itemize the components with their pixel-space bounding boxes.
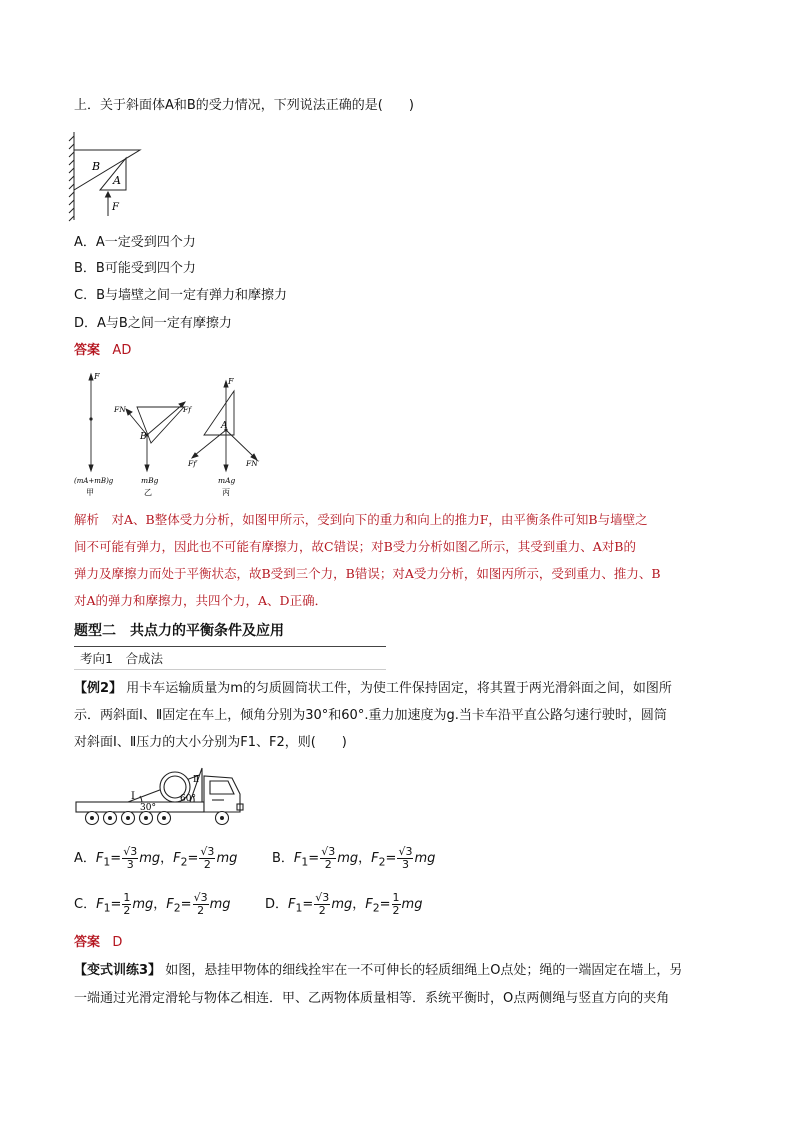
- q3-stem-line-1: [74, 962, 682, 980]
- q2-truck-figure: [72, 756, 248, 834]
- q2-option-d-f2-frac: [392, 892, 401, 917]
- q2-option-a-f2-frac: [199, 846, 215, 871]
- q2-stem-line-3: 对斜面Ⅰ、Ⅱ压力的大小分别为F1、F2，则( ): [74, 735, 347, 750]
- section-title: 题型二 共点力的平衡条件及应用: [74, 623, 284, 639]
- q2-answer: [74, 934, 122, 952]
- q2-option-d-f1-frac: [314, 892, 330, 917]
- q2-stem-line-2: 示．两斜面Ⅰ、Ⅱ固定在车上，倾角分别为30°和60°.重力加速度为g.当卡车沿平直公路匀速行驶时，圆筒: [74, 708, 667, 723]
- q1-figure-wedges: [66, 128, 146, 224]
- q2-a-f2-den: 2: [203, 858, 211, 871]
- q1-option-a: A．A一定受到四个力: [74, 235, 196, 250]
- yi-fn-label: FN: [114, 405, 126, 414]
- q1-stem: 上．关于斜面体A和B的受力情况，下列说法正确的是( ): [74, 98, 414, 113]
- q2-tag: 【例2】: [74, 681, 123, 696]
- q3-stem-text-1: 如图，悬挂甲物体的细线拴牢在一不可伸长的轻质细绳上O点处；绳的一端固定在墙上，另: [165, 963, 683, 978]
- yi-ff-label: Ff: [183, 405, 191, 414]
- q1-option-d: D．A与B之间一定有摩擦力: [74, 316, 232, 331]
- q1-analysis-line-1: 解析 对A、B整体受力分析，如图甲所示，受到向下的重力和向上的推力F，由平衡条件可知B与墙壁之: [74, 512, 648, 527]
- q2-option-a: A．$F_1=$ $\frac{√3}{3}$ mg，$F_2=$ $\frac{√3}{2}$ mg: [74, 845, 238, 871]
- q1-analysis-line-3: 弹力及摩擦力而处于平衡状态，故B受到三个力，B错误；对A受力分析，如图丙所示，受到重力、推力、B: [74, 566, 661, 581]
- q2-b-mg1: mg: [337, 851, 359, 866]
- q2-d-mg1: mg: [331, 897, 353, 912]
- q2-stem-text-1: 用卡车运输质量为m的匀质圆筒状工件，为使工件保持固定，将其置于两光滑斜面之间，如图所: [126, 681, 672, 696]
- q1-answer-value: AD: [112, 343, 132, 358]
- q3-stem-line-2: 一端通过光滑定滑轮与物体乙相连．甲、乙两物体质量相等．系统平衡时，O点两侧绳与竖直方向的夹角: [74, 991, 670, 1006]
- q2-fig-label-ii: Ⅱ: [193, 775, 200, 785]
- q2-option-b-f1-frac: [320, 846, 336, 871]
- q2-d-f1-num: √3: [315, 891, 330, 904]
- jia-weight-label: (mA+mB)g: [74, 477, 114, 485]
- q2-option-a-label: A．: [74, 851, 96, 866]
- jia-f-label: F: [94, 372, 100, 381]
- bing-name: 丙: [222, 488, 230, 497]
- q1-answer-label: 答案: [74, 343, 101, 358]
- q2-option-c-f2-frac: [193, 892, 209, 917]
- q2-c-f2-den: 2: [197, 904, 205, 917]
- q2-b-f2-num: √3: [398, 845, 413, 858]
- q2-d-f2-den: 2: [392, 904, 400, 917]
- q2-option-c-label: C．: [74, 897, 97, 912]
- q2-option-d-label: D．: [265, 897, 289, 912]
- bing-a-label: A: [221, 421, 228, 431]
- q2-answer-value: D: [112, 935, 123, 950]
- q2-a-f1-num: √3: [123, 845, 138, 858]
- q2-fig-label-30: 30°: [140, 803, 156, 813]
- yi-b-label: B: [140, 432, 147, 442]
- q2-b-mg2: mg: [414, 851, 436, 866]
- section-subtitle-underline: [74, 669, 386, 670]
- q2-option-d: D．$F_1=$ $\frac{√3}{2}$ mg，$F_2=$ $\frac{1}{2}$ mg: [265, 891, 423, 917]
- q2-a-f1-den: 3: [126, 858, 134, 871]
- yi-weight-label: mBg: [141, 476, 159, 485]
- q2-fig-label-i: Ⅰ: [131, 791, 135, 802]
- q1-answer: [74, 342, 131, 360]
- q2-c-f1-den: 2: [123, 904, 131, 917]
- q2-answer-label: 答案: [74, 935, 101, 950]
- q3-tag: 【变式训练3】: [74, 963, 162, 978]
- q2-fig-label-60: 60°: [180, 794, 196, 804]
- q2-c-mg2: mg: [209, 897, 231, 912]
- q2-option-b-label: B．: [272, 851, 294, 866]
- q1-fig-label-b: B: [92, 160, 101, 173]
- bing-fn-label: FN′: [246, 459, 260, 468]
- q2-c-mg1: mg: [132, 897, 154, 912]
- yi-name: 乙: [144, 488, 152, 497]
- q1-fig-label-f: F: [112, 202, 119, 213]
- q2-c-f1-num: 1: [123, 891, 131, 904]
- q2-c-f2-num: √3: [193, 891, 208, 904]
- q1-option-b: B．B可能受到四个力: [74, 261, 196, 276]
- q2-d-f2-num: 1: [392, 891, 400, 904]
- q1-analysis-line-2: 间不可能有弹力，因此也不可能有摩擦力，故C错误；对B受力分析如图乙所示，其受到重力、A对B的: [74, 539, 636, 554]
- q2-b-f2-den: 3: [401, 858, 409, 871]
- q2-b-f1-den: 2: [324, 858, 332, 871]
- bing-weight-label: mAg: [218, 476, 236, 485]
- bing-ff-label: Ff′: [188, 459, 198, 468]
- q1-option-c: C．B与墙壁之间一定有弹力和摩擦力: [74, 288, 287, 303]
- section-subtitle-rule: [74, 646, 386, 647]
- q2-stem-line-1: [74, 680, 672, 698]
- q2-d-f1-den: 2: [318, 904, 326, 917]
- q2-option-a-f1-frac: [122, 846, 138, 871]
- q2-option-c-f1-frac: [122, 892, 131, 917]
- q2-option-c: C．$F_1=$ $\frac{1}{2}$ mg，$F_2=$ $\frac{√3}{2}$ mg: [74, 891, 231, 917]
- section-subtitle: 考向1 合成法: [80, 651, 163, 666]
- q2-a-f2-num: √3: [200, 845, 215, 858]
- q2-d-mg2: mg: [401, 897, 423, 912]
- q2-a-mg1: mg: [139, 851, 161, 866]
- q2-option-b-f2-frac: [397, 846, 413, 871]
- q2-b-f1-num: √3: [321, 845, 336, 858]
- q1-force-diagrams: [70, 367, 270, 503]
- q2-option-b: B．$F_1=$ $\frac{√3}{2}$ mg，$F_2=$ $\frac{√3}{3}$ mg: [272, 845, 436, 871]
- q1-analysis-line-4: 对A的弹力和摩擦力，共四个力，A、D正确．: [74, 593, 328, 608]
- bing-f-label: F: [228, 377, 234, 386]
- q2-a-mg2: mg: [216, 851, 238, 866]
- jia-name: 甲: [86, 488, 94, 497]
- q1-fig-label-a: A: [113, 174, 121, 187]
